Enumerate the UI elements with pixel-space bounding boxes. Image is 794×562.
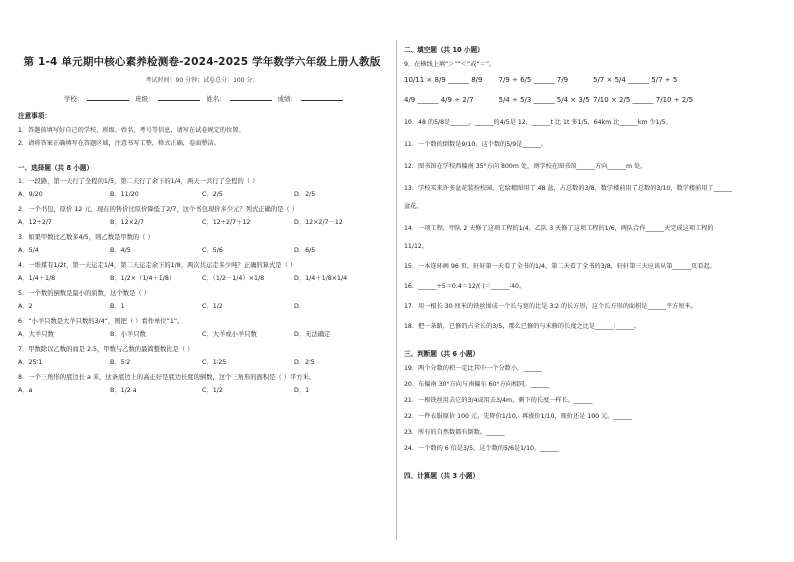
question-6: [18, 317, 386, 340]
option-row: [18, 274, 386, 284]
option-d[interactable]: D．6/5: [294, 247, 316, 254]
question-15: 15．一本连环画 96 页，轩轩第一天看了全书的1/4，第二天看了全书的3/8，轩轩第三天应该从第______页看起。: [404, 263, 716, 270]
compare-item: 7/9 ÷ 6/5 ______ 7/9: [498, 76, 569, 84]
question-8: [18, 373, 386, 396]
question-24: 24．一个数的 6 倍是3/5，这个数的5/6是1/10。______: [404, 445, 559, 452]
option-b[interactable]: B．1/2×（1/4＋1/8）: [110, 275, 176, 282]
section4-heading: 四、计算题（共 3 小题）: [404, 472, 480, 480]
compare-item: 4/9 ______ 4/9 ÷ 2/7: [404, 96, 474, 104]
option-b[interactable]: B．1/2 a: [110, 387, 137, 394]
option-row: [18, 302, 386, 312]
note-item: 2．请将答案正确填写在答题区域，注意书写工整，格式正确，卷面整洁。: [18, 140, 220, 147]
option-d[interactable]: D．2/5: [294, 191, 316, 198]
question-text: 7．甲数除以乙数的商是 2.5，甲数与乙数的最简整数比是（ ）: [18, 346, 194, 353]
field-name-blank[interactable]: [230, 100, 272, 101]
option-row: [18, 218, 386, 228]
option-d[interactable]: D．2∶5: [294, 359, 315, 366]
option-d[interactable]: D．1/4＋1/8×1/4: [294, 275, 348, 282]
question-4: [18, 261, 386, 284]
question-22: 22．一件衣服原价 100 元，先降价1/10，再涨价1/10，现价还是 100 元。______: [404, 413, 633, 420]
option-b[interactable]: B．1: [110, 303, 125, 310]
option-c[interactable]: C．1∶25: [202, 359, 227, 366]
option-b[interactable]: B．4/5: [110, 247, 131, 254]
question-text: 6．“小羊只数是大羊只数的3/4”，则把（ ）看作单位“1”。: [18, 318, 184, 325]
question-text: 3．如果甲数比乙数多4/5，则乙数是甲数的（ ）: [18, 234, 154, 241]
option-row: [18, 246, 386, 256]
question-12: 12．图书馆在学校西偏南 35°方向 800m 处，则学校在图书馆______方向______m 处。: [404, 163, 647, 170]
option-c[interactable]: C．12÷2/7＋12: [202, 219, 251, 226]
question-14-cont: 11/12。: [404, 243, 429, 250]
question-9: 9．在横线上填“＞”“＜”或“＝”。: [404, 61, 496, 68]
compare-row-2: [404, 96, 782, 104]
option-c[interactable]: C．5/6: [202, 247, 223, 254]
question-10: 10．48 的5/8是______，______的4/5是 12，______t 比 1t 多1/5，64km 比______km 少1/5。: [404, 119, 672, 126]
compare-row-1: [404, 76, 782, 84]
option-b[interactable]: B．小羊只数: [110, 331, 146, 338]
option-d[interactable]: D．12×2/7－12: [294, 219, 343, 226]
field-score-label: 成绩：: [277, 95, 297, 103]
option-a[interactable]: A．9/20: [18, 191, 43, 198]
option-d[interactable]: D．无法确定: [294, 331, 331, 338]
question-23: 23．所有的自然数都有倒数。______: [404, 429, 505, 436]
option-a[interactable]: A．1/4＋1/8: [18, 275, 56, 282]
question-21: 21．一根铁丝用去它的3/4或用去3/4m，剩下的长度一样长。______: [404, 397, 593, 404]
option-c[interactable]: C．1/2: [202, 303, 223, 310]
option-row: [18, 358, 386, 368]
question-18: 18．把一条路，已修的占全长的3/5，那么已修的与未修的长度之比是______∶______。: [404, 323, 641, 330]
question-2: [18, 205, 386, 228]
question-13-cont: 盆花。: [404, 203, 423, 210]
field-school-label: 学校：: [64, 95, 84, 103]
option-row: [18, 386, 386, 396]
option-a[interactable]: A．2: [18, 303, 33, 310]
field-school-blank[interactable]: [87, 100, 129, 101]
notes-list: [18, 124, 386, 150]
right-column: [404, 40, 782, 480]
compare-item: 5/4 ÷ 5/3 ______ 5/4 × 3/5: [498, 96, 590, 104]
question-text: 4．一堆煤有1/2t，第一天运走1/4，第二天运走余下的1/8，两次共运走多少吨？正确的算式是（ ）: [18, 262, 297, 269]
option-b[interactable]: B．11/20: [110, 191, 139, 198]
option-c[interactable]: C．1/2: [202, 387, 223, 394]
section3-heading: 三、判断题（共 6 小题）: [404, 350, 480, 358]
question-3: [18, 233, 386, 256]
question-19: 19．两个分数的积一定比其中一个分数小。______: [404, 365, 542, 372]
field-class-blank[interactable]: [158, 100, 200, 101]
column-divider: [396, 40, 397, 540]
question-16: 16．______÷5＝0.4＝12/( )＝______∶40。: [404, 283, 526, 290]
field-score-blank[interactable]: [301, 100, 343, 101]
notes-heading: 注意事项：: [18, 112, 51, 120]
field-name-label: 姓名：: [206, 95, 226, 103]
option-d[interactable]: D．: [294, 303, 306, 310]
option-d[interactable]: D．1: [294, 387, 310, 394]
question-20: 20．东偏南 30°方向与南偏东 60°方向相同。______: [404, 381, 550, 388]
compare-item: 10/11 × 8/9 ______ 8/9: [404, 76, 483, 84]
option-c[interactable]: C．大羊或小羊只数: [202, 331, 257, 338]
option-a[interactable]: A．a: [18, 387, 33, 394]
question-11: 11．一个数的倒数是9/10，这个数的5/9是______。: [404, 141, 548, 148]
question-5: [18, 289, 386, 312]
option-row: [18, 330, 386, 340]
exam-meta: 考试时间：90 分钟；试卷总分：100 分；: [145, 77, 259, 84]
option-b[interactable]: B．12×2/7: [110, 219, 145, 226]
question-7: [18, 345, 386, 368]
question-13: 13．学校买来许多盆花装扮校园，它给精图用了 48 盆，占总数的3/8，数学楼前用了总数的3/10，数学楼前用了______: [404, 185, 733, 192]
option-row: [18, 190, 386, 200]
question-text: 1．一段路，第一天行了全程的1/5，第二天行了余下的1/4，两天一共行了全程的（ ）: [18, 178, 259, 185]
info-fields: [64, 94, 386, 103]
compare-item: 5/7 × 5/4 ______ 5/7 ÷ 5: [593, 76, 678, 84]
question-text: 5．一个数的倒数是最小的质数，这个数是（ ）: [18, 290, 150, 297]
option-c[interactable]: C．（1/2－1/4）×1/8: [202, 275, 265, 282]
question-1: [18, 177, 386, 200]
option-a[interactable]: A．12÷2/7: [18, 219, 53, 226]
option-a[interactable]: A．大羊只数: [18, 331, 54, 338]
question-17: 17．用一根长 30 厘米的铁丝围成一个长与宽的比是 3∶2 的长方形，这个长方形的面积是______平方厘米。: [404, 303, 697, 310]
option-a[interactable]: A．25∶1: [18, 359, 43, 366]
left-column: [18, 40, 386, 396]
option-b[interactable]: B．5∶2: [110, 359, 131, 366]
field-class-label: 班级：: [135, 95, 155, 103]
question-text: 2．一个书包，原价 12 元，现在的售价比原价降低了2/7，这个书包现价多少元？列式正确的是（ ）: [18, 206, 299, 213]
note-item: 1．答题前填写好自己的学校、班级、姓名、考号等信息，请写在试卷规定的位置。: [18, 127, 245, 134]
option-a[interactable]: A．5/4: [18, 247, 39, 254]
question-text: 8．一个三角形的底边长 a 米，这条底边上的高正好是底边长度的倒数，这个三角形的面积是（ ）平方米。: [18, 374, 316, 381]
compare-item: 7/10 × 2/5 ______ 7/10 ÷ 2/5: [593, 96, 694, 104]
question-14: 14．一项工程，甲队 2 天修了这项工程的1/4，乙队 3 天修了这项工程的1/6，两队合作______天完成这项工程的: [404, 225, 714, 232]
page-title: 第 1-4 单元期中核心素养检测卷-2024-2025 学年数学六年级上册人教版: [23, 56, 381, 68]
section1-heading: 一、选择题（共 8 小题）: [18, 164, 94, 172]
section2-heading: 二、填空题（共 10 小题）: [404, 46, 484, 54]
option-c[interactable]: C．2/5: [202, 191, 223, 198]
